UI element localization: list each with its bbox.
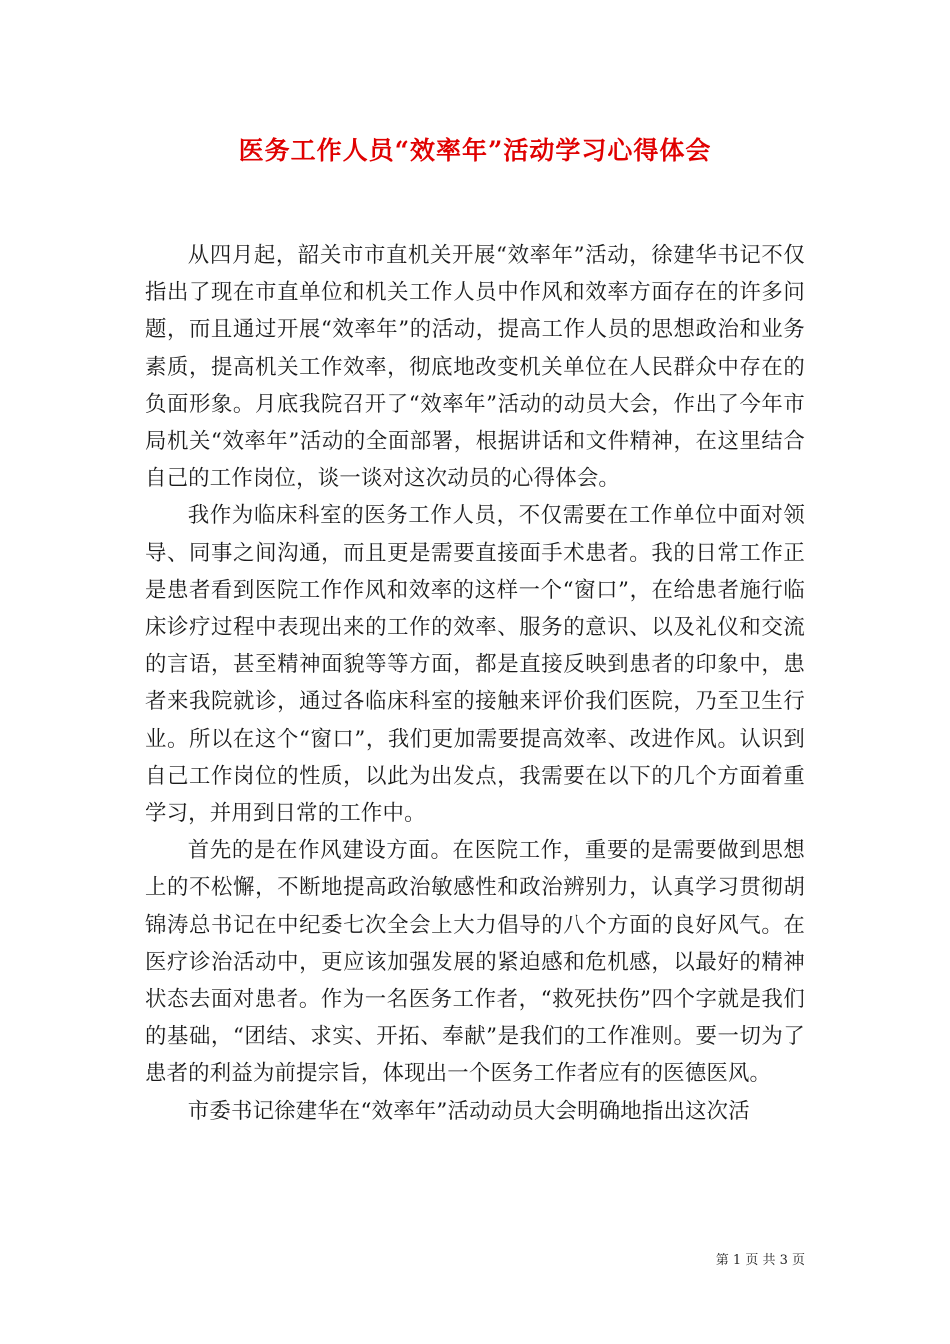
paragraph-1: 从四月起，韶关市市直机关开展“效率年”活动，徐建华书记不仅指出了现在市直单位和机关工作人员中作风和效率方面存在的许多问题，而且通过开展“效率年”的活动，提高工作人员的思想政治和业务素质，提高机关工作效率，彻底地改变机关单位在人民群众中存在的负面形象。月底我院召开了“效率年”活动的动员大会，作出了今年市局机关“效率年”活动的全面部署，根据讲话和文件精神，在这里结合自己的工作岗位，谈一谈对这次动员的心得体会。 xyxy=(145,243,805,492)
paragraph-2: 我作为临床科室的医务工作人员，不仅需要在工作单位中面对领导、同事之间沟通，而且更是需要直接面手术患者。我的日常工作正是患者看到医院工作作风和效率的这样一个“窗口”，在给患者施行临床诊疗过程中表现出来的工作的效率、服务的意识、以及礼仪和交流的言语，甚至精神面貌等等方面，都是直接反映到患者的印象中，患者来我院就诊，通过各临床科室的接触来评价我们医院，乃至卫生行业。所以在这个“窗口”，我们更加需要提高效率、改进作风。认识到自己工作岗位的性质，以此为出发点，我需要在以下的几个方面着重学习，并用到日常的工作中。 xyxy=(145,503,805,827)
document-title: 医务工作人员“效率年”活动学习心得体会 xyxy=(238,136,712,165)
document-body xyxy=(145,237,805,1130)
paragraph-3: 首先的是在作风建设方面。在医院工作，重要的是需要做到思想上的不松懈，不断地提高政治敏感性和政治辨别力，认真学习贯彻胡锦涛总书记在中纪委七次全会上大力倡导的八个方面的良好风气。在医疗诊治活动中，更应该加强发展的紧迫感和危机感，以最好的精神状态去面对患者。作为一名医务工作者，“救死扶伤”四个字就是我们的基础，“团结、求实、开拓、奉献”是我们的工作准则。要一切为了患者的利益为前提宗旨，体现出一个医务工作者应有的医德医风。 xyxy=(145,838,805,1087)
paragraph-4: 市委书记徐建华在“效率年”活动动员大会明确地指出这次活 xyxy=(187,1098,750,1124)
page-number: 第 1 页 共 3 页 xyxy=(715,1253,805,1268)
